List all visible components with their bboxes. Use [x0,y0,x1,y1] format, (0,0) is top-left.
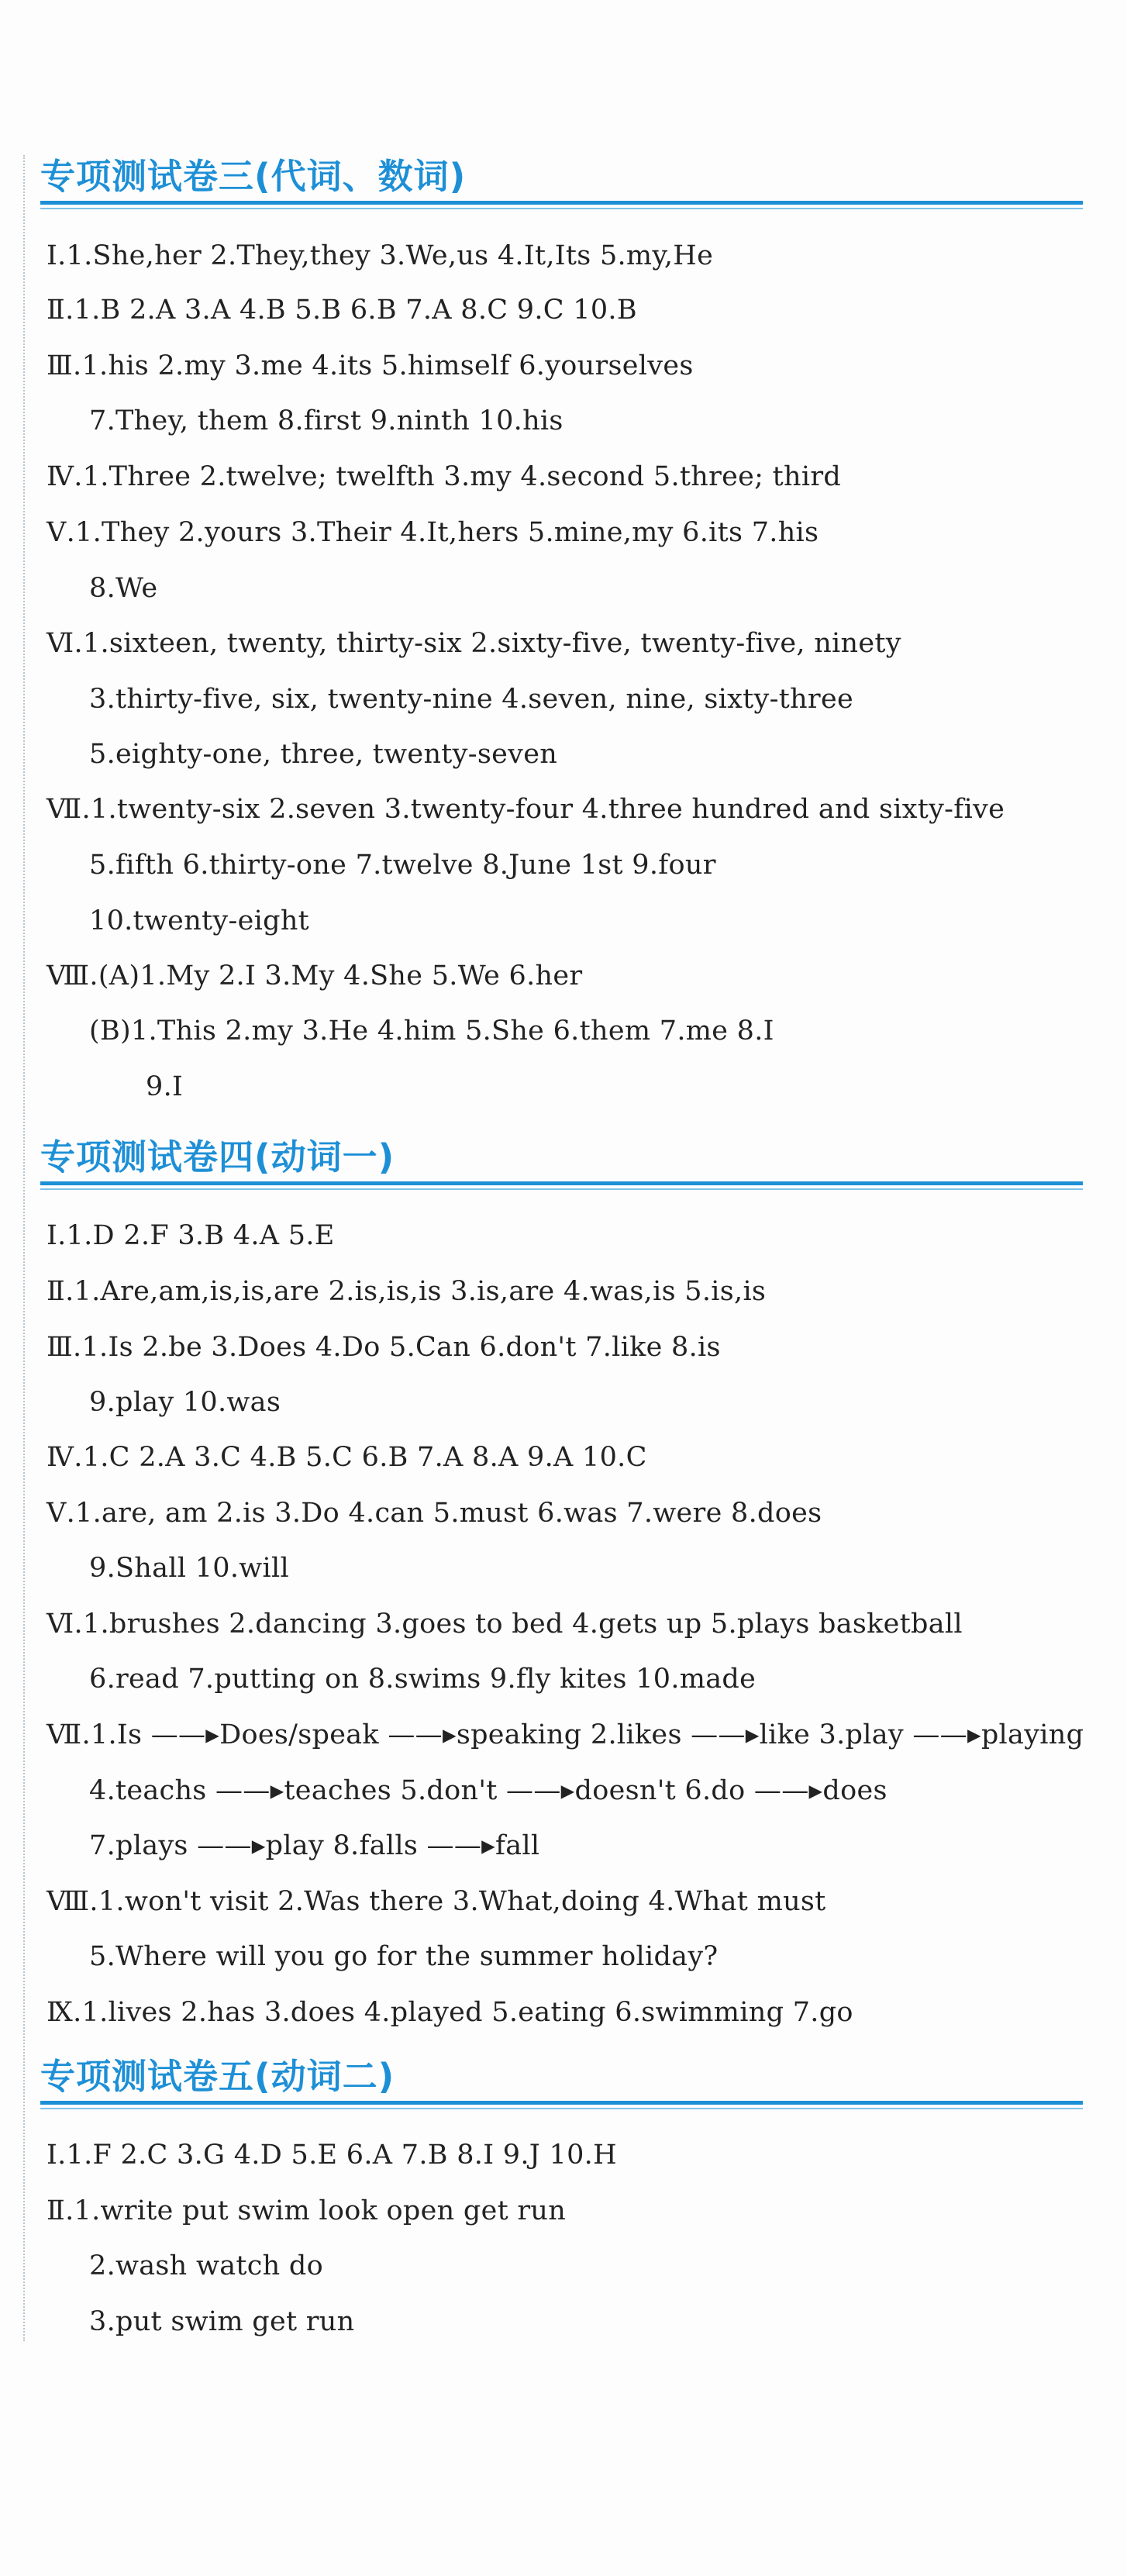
answer-line: 4.teachs ——▸teaches 5.don't ——▸doesn't 6.do ——▸does [89,1775,887,1806]
section-title: 专项测试卷五(动词二) [40,2056,395,2097]
answer-line: 10.twenty-eight [89,905,310,936]
answer-line: 3.thirty-five, six, twenty-nine 4.seven, nine, sixty-three [89,684,853,715]
section-rule-thin [40,1188,1083,1190]
answer-line: Ⅰ.1.She,her 2.They,they 3.We,us 4.It,Its 5.my,He [47,240,714,271]
answer-line: Ⅱ.1.Are,am,is,is,are 2.is,is,is 3.is,are 4.was,is 5.is,is [47,1276,767,1307]
answer-line: Ⅶ.1.twenty-six 2.seven 3.twenty-four 4.three hundred and sixty-five [47,794,1005,825]
answer-line: Ⅵ.1.brushes 2.dancing 3.goes to bed 4.gets up 5.plays basketball [47,1609,963,1640]
page-margin-line [23,155,25,2341]
answer-line: 8.We [89,573,158,604]
answer-line: 9.play 10.was [89,1387,281,1418]
answer-line: 2.wash watch do [89,2250,323,2281]
answer-line: Ⅷ.1.won't visit 2.Was there 3.What,doing 4.What must [47,1886,826,1917]
section-rule [40,1181,1083,1185]
section-header-4 [40,1136,1083,1178]
answer-line: Ⅲ.1.Is 2.be 3.Does 4.Do 5.Can 6.don't 7.like 8.is [47,1332,721,1363]
answer-line: 5.eighty-one, three, twenty-seven [89,739,558,770]
section-header-3 [40,156,1083,197]
answer-line: 5.fifth 6.thirty-one 7.twelve 8.June 1st 9.four [89,850,716,881]
section-rule-thin [40,2108,1083,2109]
answer-line: 7.They, them 8.first 9.ninth 10.his [89,405,564,436]
answer-line: 9.Shall 10.will [89,1553,289,1584]
answer-line: Ⅱ.1.write put swim look open get run [47,2195,567,2226]
answer-line: Ⅳ.1.Three 2.twelve; twelfth 3.my 4.second 5.three; third [47,461,842,492]
answer-line: (B)1.This 2.my 3.He 4.him 5.She 6.them 7.me 8.I [89,1016,774,1047]
answer-line: Ⅸ.1.lives 2.has 3.does 4.played 5.eating 6.swimming 7.go [47,1997,853,2028]
answer-line: Ⅴ.1.are, am 2.is 3.Do 4.can 5.must 6.was 7.were 8.does [47,1498,822,1529]
answer-line: Ⅵ.1.sixteen, twenty, thirty-six 2.sixty-five, twenty-five, ninety [47,628,901,659]
section-header-5 [40,2056,1083,2097]
answer-line: Ⅱ.1.B 2.A 3.A 4.B 5.B 6.B 7.A 8.C 9.C 10.B [47,295,637,326]
section-rule-thin [40,208,1083,209]
section-title: 专项测试卷四(动词一) [40,1136,395,1178]
section-title: 专项测试卷三(代词、数词) [40,156,467,197]
section-rule [40,2101,1083,2105]
answer-line: 9.I [146,1071,184,1102]
answer-line: 3.put swim get run [89,2306,355,2337]
answer-line: Ⅶ.1.Is ——▸Does/speak ——▸speaking 2.likes ——▸like 3.play ——▸playing [47,1719,1084,1750]
section-rule [40,201,1083,205]
answer-line: Ⅷ.(A)1.My 2.I 3.My 4.She 5.We 6.her [47,960,583,991]
answer-line: 7.plays ——▸play 8.falls ——▸fall [89,1830,540,1861]
answer-line: Ⅳ.1.C 2.A 3.C 4.B 5.C 6.B 7.A 8.A 9.A 10.C [47,1442,647,1473]
answer-line: Ⅰ.1.F 2.C 3.G 4.D 5.E 6.A 7.B 8.I 9.J 10.H [47,2140,617,2171]
answer-line: Ⅴ.1.They 2.yours 3.Their 4.It,hers 5.mine,my 6.its 7.his [47,517,819,548]
answer-line: Ⅲ.1.his 2.my 3.me 4.its 5.himself 6.yourselves [47,350,694,381]
answer-line: 5.Where will you go for the summer holiday? [89,1941,719,1972]
answer-line: 6.read 7.putting on 8.swims 9.fly kites 10.made [89,1664,757,1695]
answer-line: Ⅰ.1.D 2.F 3.B 4.A 5.E [47,1220,335,1251]
